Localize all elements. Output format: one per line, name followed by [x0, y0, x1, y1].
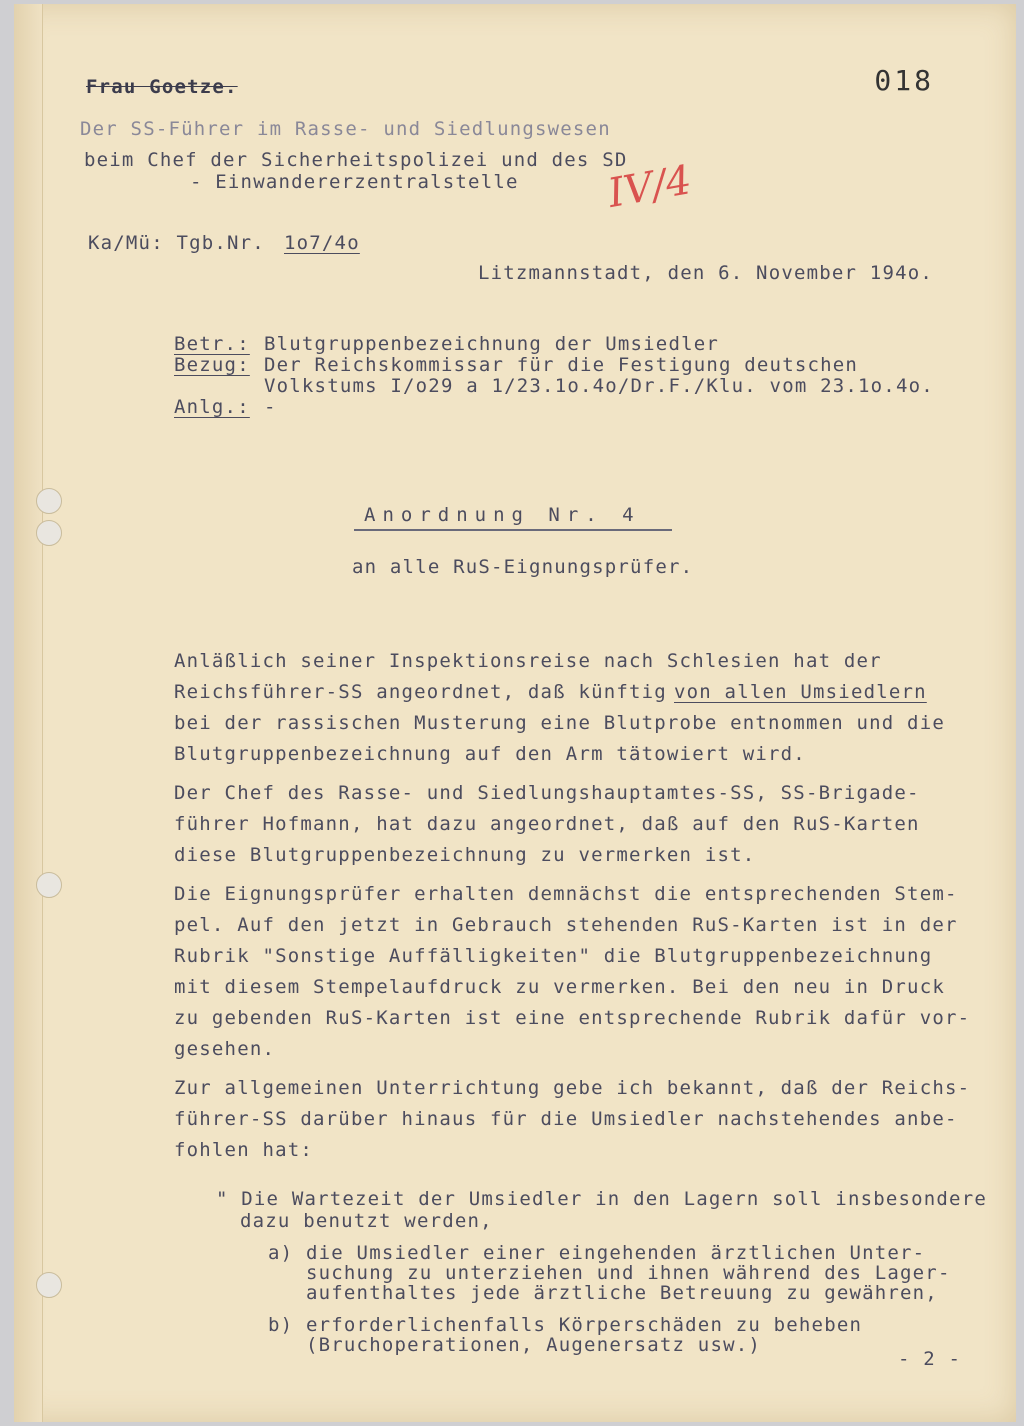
binding-edge [14, 4, 43, 1422]
body-line: diese Blutgruppenbezeichnung zu vermerken ist. [174, 844, 756, 866]
bezug-label: Bezug: [174, 354, 250, 376]
body-line: Blutgruppenbezeichnung auf den Arm tätowiert wird. [174, 743, 806, 765]
body-line: Die Eignungsprüfer erhalten demnächst die entsprechenden Stem- [174, 883, 958, 905]
office-line-2: beim Chef der Sicherheitspolizei und des SD [84, 149, 628, 171]
anlg-text: - [264, 396, 277, 418]
body-line: gesehen. [174, 1038, 276, 1060]
list-item-b-line: (Bruchoperationen, Augenersatz usw.) [306, 1334, 762, 1356]
body-line: Der Chef des Rasse- und Siedlungshauptamtes-SS, SS-Brigade- [174, 782, 920, 804]
anlg-label: Anlg.: [174, 396, 250, 418]
body-line: zu gebenden RuS-Karten ist eine entsprechende Rubrik dafür vor- [174, 1007, 971, 1029]
order-heading: Anordnung Nr. 4 [364, 504, 641, 526]
betr-text: Blutgruppenbezeichnung der Umsiedler [264, 333, 720, 355]
body-line: bei der rassischen Musterung eine Blutprobe entnommen und die [174, 712, 945, 734]
punch-hole [36, 1272, 62, 1298]
list-item-a-line: aufenthaltes jede ärztliche Betreuung zu gewähren, [306, 1282, 938, 1304]
list-item-b-line: erforderlichenfalls Körperschäden zu beheben [306, 1314, 863, 1336]
body-line: Rubrik "Sonstige Auffälligkeiten" die Blutgruppenbezeichnung [174, 945, 933, 967]
list-item-a-line: die Umsiedler einer eingehenden ärztlichen Unter- [306, 1242, 926, 1264]
body-line: führer Hofmann, hat dazu angeordnet, daß auf den RuS-Karten [174, 813, 920, 835]
struck-name: Frau Goetze. [86, 76, 238, 98]
list-item-b-label: b) [268, 1314, 294, 1336]
body-line: führer-SS darüber hinaus für die Umsiedler nachstehendes anbe- [174, 1108, 958, 1130]
punch-hole [36, 872, 62, 898]
reference-number: 1o7/4o [284, 232, 360, 254]
body-line: fohlen hat: [174, 1139, 314, 1161]
bezug-line-1: Der Reichskommissar für die Festigung deutschen [264, 354, 859, 376]
body-line: pel. Auf den jetzt in Gebrauch stehenden RuS-Karten ist in der [174, 914, 958, 936]
punch-hole [36, 488, 62, 514]
quote-line: dazu benutzt werden, [240, 1210, 493, 1232]
office-line-1: Der SS-Führer im Rasse- und Siedlungswesen [80, 118, 611, 140]
body-line-underlined: von allen Umsiedlern [674, 681, 927, 703]
place-date: Litzmannstadt, den 6. November 194o. [478, 262, 934, 284]
body-line: Anläßlich seiner Inspektionsreise nach Schlesien hat der [174, 650, 882, 672]
reference-prefix: Ka/Mü: Tgb.Nr. [88, 232, 265, 254]
list-item-a-line: suchung zu unterziehen und ihnen während des Lager- [306, 1262, 951, 1284]
page-number: 018 [874, 64, 934, 97]
continuation-marker: - 2 - [898, 1348, 962, 1370]
punch-hole [36, 520, 62, 546]
handwritten-annotation: IV/4 [604, 157, 695, 217]
heading-underline [354, 529, 672, 531]
body-line: Reichsführer-SS angeordnet, daß künftig [174, 681, 667, 703]
body-line: mit diesem Stempelaufdruck zu vermerken. Bei den neu in Druck [174, 976, 945, 998]
document-page [14, 4, 1016, 1422]
list-item-a-label: a) [268, 1242, 294, 1264]
body-line: Zur allgemeinen Unterrichtung gebe ich bekannt, daß der Reichs- [174, 1077, 971, 1099]
quote-line: " Die Wartezeit der Umsiedler in den Lagern soll insbesondere [216, 1188, 987, 1210]
betr-label: Betr.: [174, 333, 250, 355]
order-subheading: an alle RuS-Eignungsprüfer. [352, 556, 694, 578]
office-line-3: - Einwandererzentralstelle [190, 171, 519, 193]
bezug-line-2: Volkstums I/o29 a 1/23.1o.4o/Dr.F./Klu. vom 23.1o.4o. [264, 375, 934, 397]
